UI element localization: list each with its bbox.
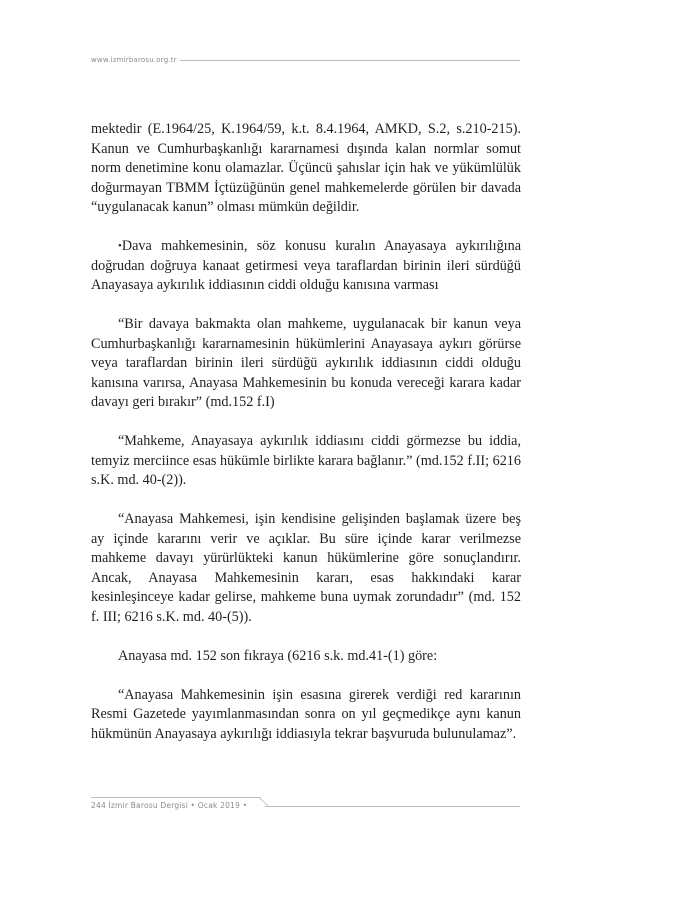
paragraph-2-text: Dava mahkemesinin, söz konusu kuralın Anayasaya aykırılığına doğrudan doğruya kanaat getirmesi veya taraflardan birinin ileri sürdüğü Anayasaya aykırılık iddiasının ciddi olduğu kanısına varması bbox=[91, 238, 521, 293]
paragraph-7: “Anayasa Mahkemesinin işin esasına girerek verdiği red kararının Resmi Gazetede yayımlanmasından sonra on yıl geçmedikçe aynı kanun hükmünün Anayasaya aykırılığı iddiasıyla tekrar başvuruda bulunulamaz”. bbox=[91, 686, 521, 742]
paragraph-3: “Bir davaya bakmakta olan mahkeme, uygulanacak bir kanun veya Cumhurbaşkanlığı kararnamesinin hükümlerini Anayasaya aykırı görürse veya taraflardan birinin ileri sürdüğü aykırılık iddiasının ciddi olduğu kanısına varırsa, Anayasa Mahkemesinin bu konuda vereceği karara kadar davayı geri bırakır” (md.152 f.I) bbox=[91, 316, 521, 410]
header-url: www.izmirbarosu.org.tr bbox=[91, 56, 177, 64]
paragraph-2-bullet bbox=[91, 237, 521, 296]
footer-rule-left bbox=[91, 797, 261, 798]
paragraph-6: Anayasa md. 152 son fıkraya (6216 s.k. md.41-(1) göre: bbox=[118, 647, 438, 664]
paragraph-4: “Mahkeme, Anayasaya aykırılık iddiasını ciddi görmezse bu iddia, temyiz merciince esas hükümle birlikte karara bağlanır.” (md.152 f.II; 6216 s.K. md. 40-(2)). bbox=[91, 433, 521, 488]
footer-text: 244 İzmir Barosu Dergisi • Ocak 2019 • bbox=[91, 801, 248, 810]
body-text bbox=[91, 120, 521, 764]
bullet-marker: • bbox=[118, 240, 122, 252]
footer-rule-right bbox=[265, 806, 520, 807]
header-rule bbox=[180, 60, 520, 61]
paragraph-5: “Anayasa Mahkemesi, işin kendisine gelişinden başlamak üzere beş ay içinde kararını verir ve açıklar. Bu süre içinde karar verilmezse mahkeme davayı yürürlükteki kanun hükümlerine göre sonuçlandırır. Ancak, Anayasa Mahkemesinin kararı, esas hakkındaki karar kesinleşinceye kadar gelirse, mahkeme buna uymak zorundadır” (md. 152 f. III; 6216 s.K. md. 40-(5)). bbox=[91, 511, 521, 625]
paragraph-1: mektedir (E.1964/25, K.1964/59, k.t. 8.4.1964, AMKD, S.2, s.210-215). Kanun ve Cumhurbaşkanlığı kararnamesi dışında kalan normlar somut norm denetimine konu olamazlar. Üçüncü şahıslar için hak ve yükümlülük doğurmayan TBMM İçtüzüğünün genel mahkemelerde görülen bir davada “uygulanacak kanun” olması mümkün değildir. bbox=[91, 121, 521, 215]
footer-rule-corner bbox=[259, 797, 269, 806]
